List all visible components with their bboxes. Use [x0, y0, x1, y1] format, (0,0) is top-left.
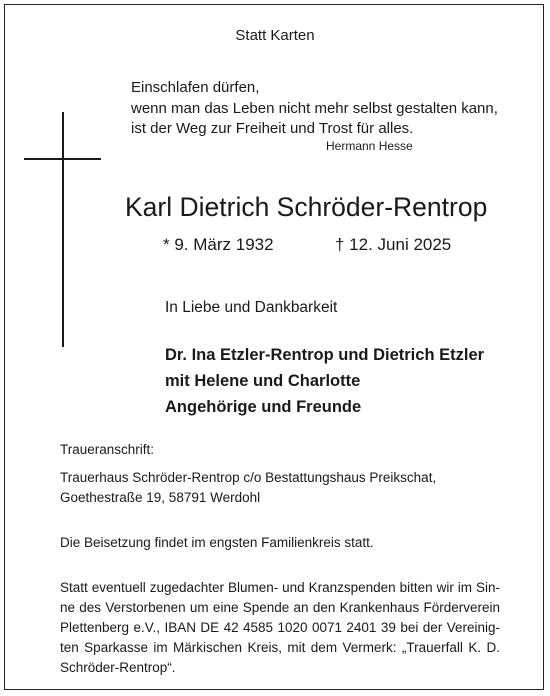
- donation-line: Statt eventuell zugedachter Blumen- und Kranzspenden bitten wir im Sin-: [60, 580, 500, 595]
- donation-line: ten Sparkasse im Märkischen Kreis, mit dem Vermerk: „Trauerfall K. D.: [60, 640, 500, 655]
- mourner-line: Dr. Ina Etzler-Rentrop und Dietrich Etzler: [165, 346, 485, 364]
- cross-icon-vertical: [62, 112, 64, 347]
- header-text: Statt Karten: [235, 27, 315, 44]
- cross-icon-horizontal: [24, 158, 101, 160]
- donation-request: [60, 578, 500, 678]
- poem-line: wenn man das Leben nicht mehr selbst gestalten kann,: [131, 99, 498, 117]
- mourners-list: [165, 342, 484, 420]
- address-line: Trauerhaus Schröder-Rentrop c/o Bestattungshaus Preikschat,: [60, 470, 437, 485]
- birth-date: * 9. März 1932: [163, 235, 274, 254]
- poem-author: Hermann Hesse: [326, 139, 413, 153]
- donation-line: Schröder-Rentrop“.: [60, 660, 176, 675]
- death-date: † 12. Juni 2025: [335, 235, 452, 254]
- burial-note: Die Beisetzung findet im engsten Familienkreis statt.: [60, 535, 374, 550]
- mourning-address: [60, 440, 436, 508]
- mourners-intro: In Liebe und Dankbarkeit: [165, 299, 338, 316]
- address-line: Goethestraße 19, 58791 Werdohl: [60, 490, 261, 505]
- mourner-line: Angehörige und Freunde: [165, 398, 362, 416]
- poem-line: Einschlafen dürfen,: [131, 79, 260, 96]
- address-label: Traueranschrift:: [60, 442, 155, 457]
- mourner-line: mit Helene und Charlotte: [165, 372, 361, 390]
- deceased-name: Karl Dietrich Schröder-Rentrop: [125, 192, 488, 222]
- poem-line: ist der Weg zur Freiheit und Trost für alles.: [131, 120, 414, 137]
- poem: [131, 78, 498, 140]
- donation-line: Plettenberg e.V., IBAN DE 42 4585 1020 0071 2401 39 bei der Vereinig-: [60, 620, 500, 635]
- donation-line: ne des Verstorbenen um eine Spende an den Krankenhaus Förderverein: [60, 600, 500, 615]
